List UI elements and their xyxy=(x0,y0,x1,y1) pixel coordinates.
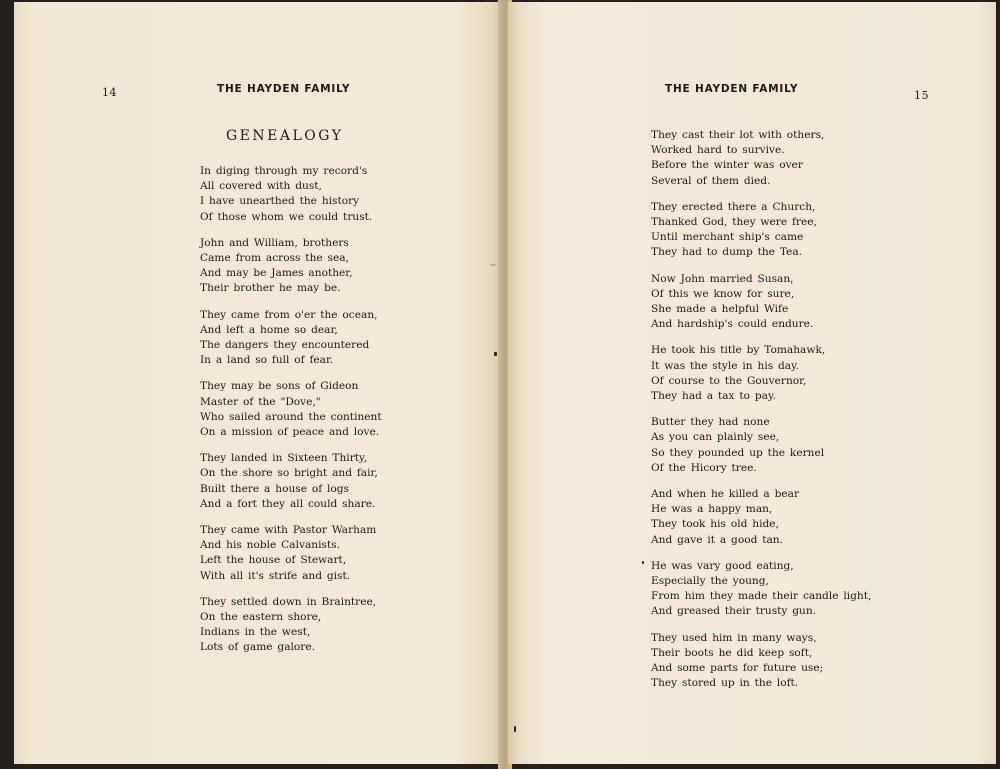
poem-line: And hardship's could endure. xyxy=(651,318,814,331)
poem-line: Of course to the Gouvernor, xyxy=(651,374,807,387)
poem-line: Until merchant ship's came xyxy=(651,231,804,244)
poem-line: Of this we know for sure, xyxy=(651,287,795,300)
poem-line: Worked hard to survive. xyxy=(651,144,785,157)
poem-line: They took his old hide, xyxy=(651,518,779,531)
stanza xyxy=(200,523,382,584)
running-head: THE HAYDEN FAMILY xyxy=(665,83,799,95)
poem-line: Indians in the west, xyxy=(200,626,311,639)
stanza xyxy=(651,200,871,261)
left-page xyxy=(14,2,504,764)
poem-line: They used him in many ways, xyxy=(651,631,817,644)
poem-left xyxy=(200,164,382,656)
stanza xyxy=(651,343,871,404)
poem-line: Master of the "Dove," xyxy=(200,395,321,408)
poem-line: And may be James another, xyxy=(200,267,353,280)
stanza xyxy=(651,272,871,333)
poem-line: And some parts for future use; xyxy=(651,662,824,675)
poem-line: Who sailed around the continent xyxy=(200,410,382,423)
poem-line: And his noble Calvanists. xyxy=(200,539,340,552)
poem-line: On the eastern shore, xyxy=(200,611,322,624)
stanza xyxy=(200,236,382,297)
poem-line: Built there a house of logs xyxy=(200,482,349,495)
poem-line: Their brother he may be. xyxy=(200,282,341,295)
right-page xyxy=(508,2,996,764)
poem-line: Now John married Susan, xyxy=(651,272,794,285)
paper-speck xyxy=(514,726,516,732)
poem-line: And gave it a good tan. xyxy=(651,533,783,546)
poem-line: Several of them died. xyxy=(651,174,771,187)
poem-line: Lots of game galore. xyxy=(200,641,315,654)
stanza xyxy=(200,164,382,225)
section-title: GENEALOGY xyxy=(226,128,344,144)
paper-speck xyxy=(490,264,496,266)
poem-right xyxy=(651,128,871,692)
poem-line: Came from across the sea, xyxy=(200,252,349,265)
poem-line: They had to dump the Tea. xyxy=(651,246,803,259)
stanza xyxy=(651,415,871,476)
poem-line: Thanked God, they were free, xyxy=(651,216,817,229)
poem-line: They had a tax to pay. xyxy=(651,390,776,403)
poem-line: She made a helpful Wife xyxy=(651,303,789,316)
poem-line: In diging through my record's xyxy=(200,165,368,177)
poem-line: As you can plainly see, xyxy=(651,431,780,444)
poem-line: They came from o'er the ocean, xyxy=(200,308,378,321)
poem-line: Butter they had none xyxy=(651,416,770,429)
poem-line: All covered with dust, xyxy=(200,180,322,193)
poem-line: With all it's strife and gist. xyxy=(200,569,351,582)
running-head: THE HAYDEN FAMILY xyxy=(217,83,351,95)
poem-line: They settled down in Braintree, xyxy=(200,595,377,608)
poem-line: They may be sons of Gideon xyxy=(200,380,359,393)
poem-line: On a mission of peace and love. xyxy=(200,426,380,439)
poem-line: John and William, brothers xyxy=(200,236,349,249)
poem-line: He took his title by Tomahawk, xyxy=(651,344,826,357)
stanza xyxy=(651,631,871,692)
stanza xyxy=(651,128,871,189)
page-number: 14 xyxy=(102,86,117,99)
poem-line: Their boots he did keep soft, xyxy=(651,646,813,659)
poem-line: On the shore so bright and fair, xyxy=(200,467,378,480)
poem-line: He was vary good eating, xyxy=(651,559,794,572)
poem-line: They came with Pastor Warham xyxy=(200,524,377,537)
poem-line: He was a happy man, xyxy=(651,503,773,516)
poem-line: They stored up in the loft. xyxy=(651,677,799,690)
poem-line: Especially the young, xyxy=(651,575,769,588)
stanza xyxy=(200,595,382,656)
poem-line: The dangers they encountered xyxy=(200,339,370,352)
poem-line: And a fort they all could share. xyxy=(200,497,376,510)
stanza xyxy=(200,308,382,369)
stanza xyxy=(651,559,871,620)
poem-line: I have unearthed the history xyxy=(200,195,360,208)
poem-line: From him they made their candle light, xyxy=(651,590,872,603)
page-number: 15 xyxy=(914,89,929,102)
stanza xyxy=(200,451,382,512)
poem-line: And when he killed a bear xyxy=(651,488,800,501)
poem-line: And left a home so dear, xyxy=(200,323,338,336)
poem-line: They cast their lot with others, xyxy=(651,129,825,141)
poem-line: In a land so full of fear. xyxy=(200,354,334,367)
poem-line: They landed in Sixteen Thirty, xyxy=(200,452,367,465)
poem-line: Left the house of Stewart, xyxy=(200,554,347,567)
stanza xyxy=(200,379,382,440)
poem-line: It was the style in his day. xyxy=(651,359,800,372)
poem-line: Of those whom we could trust. xyxy=(200,210,373,223)
poem-line: Of the Hicory tree. xyxy=(651,461,757,474)
poem-line: So they pounded up the kernel xyxy=(651,446,825,459)
poem-line: Before the winter was over xyxy=(651,159,803,172)
poem-line: They erected there a Church, xyxy=(651,200,816,213)
paper-speck xyxy=(642,561,644,564)
paper-speck xyxy=(494,352,497,356)
poem-line: And greased their trusty gun. xyxy=(651,605,817,618)
stanza xyxy=(651,487,871,548)
